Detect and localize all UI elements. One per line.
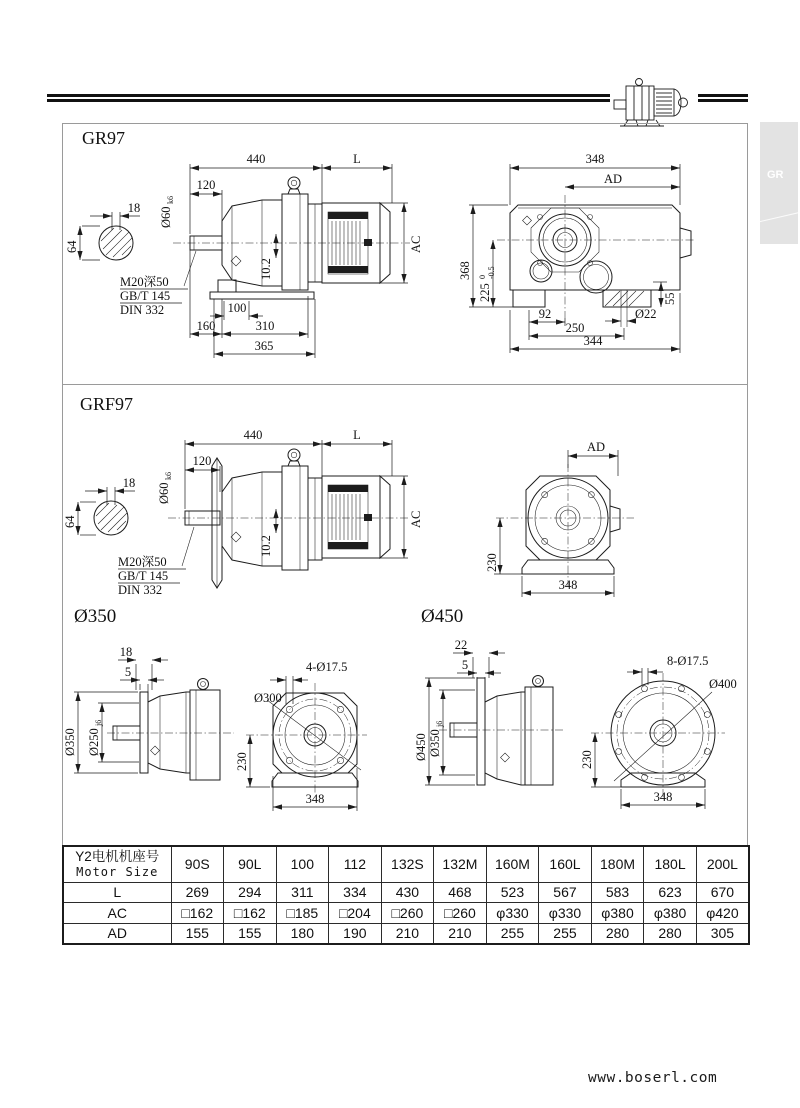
dim-f450-center-height xyxy=(580,750,594,769)
cell: 180 xyxy=(276,923,329,944)
dim-gr97-shaft-dia xyxy=(159,196,175,228)
cell: 523 xyxy=(486,882,539,902)
dim-f450-flange-dia xyxy=(414,733,428,761)
dim-gr97-shaft-tol: k6 xyxy=(166,196,175,204)
cell: 210 xyxy=(434,923,487,944)
cell: 210 xyxy=(381,923,434,944)
dim-gr97-end-ad: AD xyxy=(603,172,623,186)
row-label-L: L xyxy=(63,882,171,902)
svg-text:AC: AC xyxy=(409,235,423,253)
dim-f350-holes: 4-Ø17.5 xyxy=(306,660,348,674)
svg-text:Ø350: Ø350 xyxy=(428,729,442,757)
svg-text:10.2: 10.2 xyxy=(259,535,273,557)
dim-grf97-shaft-tol: k6 xyxy=(164,472,173,480)
dim-grf97-center-height xyxy=(485,553,499,572)
svg-text:Ø350: Ø350 xyxy=(63,728,77,756)
row-label-AD: AD xyxy=(63,923,171,944)
dim-f350-key-length: 18 xyxy=(119,645,133,659)
cell: 334 xyxy=(329,882,382,902)
cell: 155 xyxy=(224,923,277,944)
col-112: 112 xyxy=(329,846,382,882)
svg-text:Ø60: Ø60 xyxy=(157,482,171,504)
svg-text:230: 230 xyxy=(580,750,594,769)
f450-outline xyxy=(450,676,715,788)
dim-gr97-foot-offset: 92 xyxy=(538,307,552,321)
dim-grf97-motor-length: L xyxy=(353,428,361,442)
cell: φ330 xyxy=(539,902,592,923)
svg-text:64: 64 xyxy=(63,515,77,528)
side-tab-gr xyxy=(760,122,798,244)
svg-text:225: 225 xyxy=(478,283,492,302)
dim-gr97-base-width: 344 xyxy=(583,334,603,348)
grf97-title: GRF97 xyxy=(80,394,134,414)
cell: φ420 xyxy=(696,902,749,923)
dim-gr97-bolt-span: 250 xyxy=(565,321,585,335)
header-cn: Y2电机机座号 xyxy=(75,848,160,864)
dim-f450-spigot-dia xyxy=(428,721,444,757)
cell: φ380 xyxy=(591,902,644,923)
svg-text:230: 230 xyxy=(485,553,499,572)
cell: 255 xyxy=(486,923,539,944)
cell: φ330 xyxy=(486,902,539,923)
gr97-title: GR97 xyxy=(82,128,126,148)
dim-f350-flange-thickness: 5 xyxy=(124,665,132,679)
dim-grf97-shaft-64 xyxy=(63,515,77,528)
dim-grf97-input-length: 120 xyxy=(192,454,212,468)
dim-f350-flange-dia xyxy=(63,728,77,756)
col-160l: 160L xyxy=(539,846,592,882)
note-grf97-std-gb: GB/T 145 xyxy=(118,569,169,583)
cell: 567 xyxy=(539,882,592,902)
flange450-views xyxy=(415,635,775,820)
flange450-title: Ø450 xyxy=(421,606,464,627)
cell: 670 xyxy=(696,882,749,902)
cell: □260 xyxy=(381,902,434,923)
dim-gr97-foot-hole: 100 xyxy=(227,301,247,315)
dim-f450-spigot-tol: j6 xyxy=(435,720,444,727)
cell: □260 xyxy=(434,902,487,923)
row-label-AC: AC xyxy=(63,902,171,923)
cell: 468 xyxy=(434,882,487,902)
cell: φ380 xyxy=(644,902,697,923)
dim-f350-center-height xyxy=(235,752,249,771)
svg-text:AC: AC xyxy=(409,510,423,528)
svg-text:55: 55 xyxy=(663,292,677,305)
header-en: Motor Size xyxy=(76,864,159,879)
dim-f350-width: 348 xyxy=(305,792,325,806)
dim-gr97-shaft-64 xyxy=(65,240,79,253)
col-132s: 132S xyxy=(381,846,434,882)
flange350-title: Ø350 xyxy=(74,606,117,627)
f350-centerlines xyxy=(107,683,367,794)
dim-gr97-hole-dia: Ø22 xyxy=(635,307,657,321)
grf97-side-arrows xyxy=(75,441,406,558)
website-url: www.boserl.com xyxy=(588,1070,718,1086)
col-100: 100 xyxy=(276,846,329,882)
gr97-side-view xyxy=(65,146,468,372)
table-row-L xyxy=(63,882,749,902)
svg-text:Ø60: Ø60 xyxy=(159,206,173,228)
dim-f350-bolt-circle: Ø300 xyxy=(254,691,282,705)
cell: 583 xyxy=(591,882,644,902)
dim-gr97-total-length: 440 xyxy=(246,152,266,166)
note-gr97-std-gb: GB/T 145 xyxy=(120,289,171,303)
motor-size-table xyxy=(62,845,750,945)
dim-grf97-key-width: 18 xyxy=(122,476,136,490)
dim-grf97-end-ad: AD xyxy=(586,440,606,454)
col-160m: 160M xyxy=(486,846,539,882)
cell: 294 xyxy=(224,882,277,902)
cell: 190 xyxy=(329,923,382,944)
dim-gr97-motor-dia xyxy=(409,236,423,253)
note-gr97-std-din: DIN 332 xyxy=(120,303,165,317)
grf97-side-view xyxy=(63,420,470,608)
dim-grf97-motor-dia xyxy=(409,511,423,528)
dim-gr97-ch-tol-lo: -0.5 xyxy=(487,266,496,279)
tab-diagonal-line xyxy=(760,210,798,223)
cell: □162 xyxy=(224,902,277,923)
header-motor-size xyxy=(63,846,171,882)
dim-gr97-lug-height xyxy=(663,293,677,306)
cell: 311 xyxy=(276,882,329,902)
grf97-end-outline xyxy=(522,476,620,574)
cell: 623 xyxy=(644,882,697,902)
dim-gr97-ch-tol-hi: 0 xyxy=(478,275,487,279)
dim-gr97-end-width: 348 xyxy=(585,152,605,166)
table-header-row xyxy=(63,846,749,882)
cell: 280 xyxy=(644,923,697,944)
cell: □185 xyxy=(276,902,329,923)
note-gr97-tap-hole: M20深50 xyxy=(120,275,169,289)
dim-grf97-shaft-dia xyxy=(157,472,173,504)
dim-f450-holes: 8-Ø17.5 xyxy=(667,654,709,668)
dim-f450-width: 348 xyxy=(653,790,673,804)
svg-text:10.2: 10.2 xyxy=(259,258,273,280)
grf97-side-fill xyxy=(328,485,372,549)
col-180m: 180M xyxy=(591,846,644,882)
note-grf97-tap-hole: M20深50 xyxy=(118,555,167,569)
dim-gr97-key-width: 18 xyxy=(127,201,141,215)
grf97-end-dim-lines xyxy=(494,450,618,597)
dim-gr97-foot-front: 160 xyxy=(196,319,216,333)
gr97-side-arrows xyxy=(77,165,406,356)
cell: 430 xyxy=(381,882,434,902)
cell: 305 xyxy=(696,923,749,944)
dim-gr97-motor-length: L xyxy=(353,152,361,166)
flange350-views xyxy=(62,640,412,818)
gr97-side-fill xyxy=(328,212,372,273)
svg-text:Ø450: Ø450 xyxy=(414,733,428,761)
dim-gr97-end-height xyxy=(458,261,472,280)
table-row-AC xyxy=(63,902,749,923)
dim-grf97-end-width: 348 xyxy=(558,578,578,592)
col-90s: 90S xyxy=(171,846,224,882)
svg-text:Ø250: Ø250 xyxy=(87,728,101,756)
svg-text:368: 368 xyxy=(458,261,472,280)
col-200l: 200L xyxy=(696,846,749,882)
dim-grf97-total-length: 440 xyxy=(243,428,263,442)
col-90l: 90L xyxy=(224,846,277,882)
cell: 255 xyxy=(539,923,592,944)
gr97-end-outline xyxy=(510,205,691,307)
svg-text:64: 64 xyxy=(65,240,79,253)
section-divider xyxy=(62,384,748,385)
dim-f350-spigot-dia xyxy=(87,720,103,756)
gr97-side-dim-lines xyxy=(80,164,408,358)
dim-f450-flange-thickness: 5 xyxy=(461,658,469,672)
cell: 269 xyxy=(171,882,224,902)
note-grf97-std-din: DIN 332 xyxy=(118,583,163,597)
dim-f350-spigot-tol: j6 xyxy=(94,719,103,726)
dim-f450-bolt-circle: Ø400 xyxy=(709,677,737,691)
grf97-end-view xyxy=(478,428,728,608)
cell: □204 xyxy=(329,902,382,923)
col-180l: 180L xyxy=(644,846,697,882)
svg-text:230: 230 xyxy=(235,752,249,771)
dim-gr97-base-length: 365 xyxy=(254,339,274,353)
dim-gr97-offset xyxy=(259,258,273,280)
gr97-end-view xyxy=(455,150,755,362)
table-row-AD xyxy=(63,923,749,944)
col-132m: 132M xyxy=(434,846,487,882)
dim-grf97-offset xyxy=(259,535,273,557)
cell: □162 xyxy=(171,902,224,923)
cell: 280 xyxy=(591,923,644,944)
dim-gr97-input-length: 120 xyxy=(196,178,216,192)
gr97-side-details xyxy=(101,180,368,290)
dim-gr97-foot-span: 310 xyxy=(255,319,275,333)
cell: 155 xyxy=(171,923,224,944)
side-tab-label: GR xyxy=(767,169,784,181)
dim-f450-key-length: 22 xyxy=(454,638,468,652)
